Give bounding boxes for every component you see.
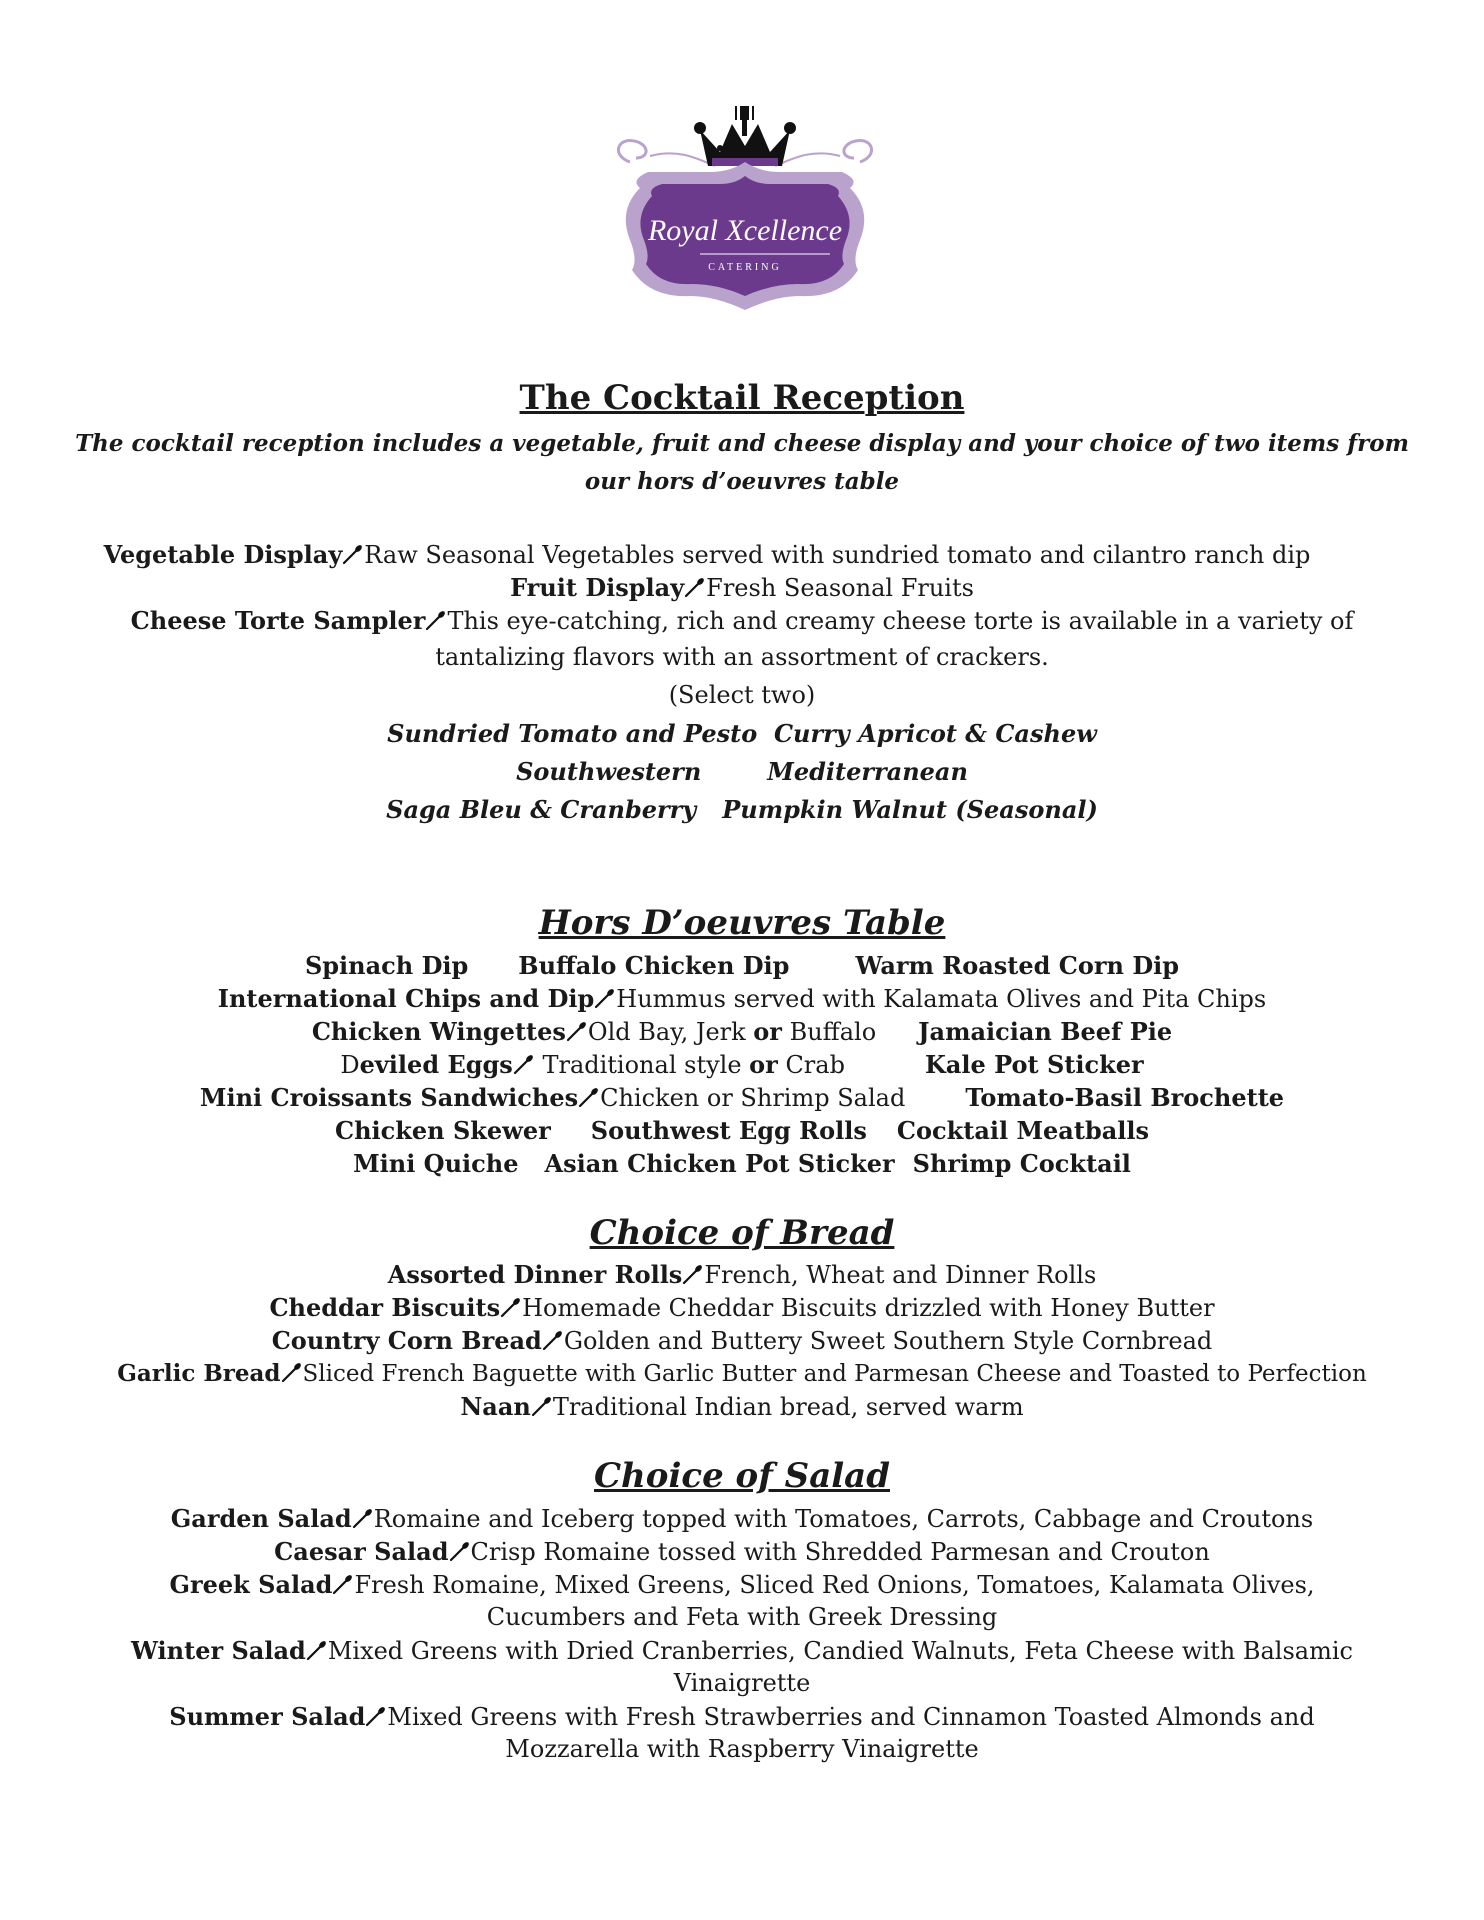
- salad-item: [0, 1535, 1484, 1569]
- item-name: Tomato-Basil Brochette: [965, 1083, 1285, 1112]
- item-name: Garden Salad: [170, 1504, 352, 1533]
- crown-fork-icon: [694, 106, 796, 166]
- menu-item: Spinach Dip: [304, 951, 469, 980]
- or-word: or: [749, 1050, 778, 1079]
- item-name: Assorted Dinner Rolls: [387, 1260, 683, 1289]
- hors-row-2: [0, 982, 1484, 1016]
- utensil-icon: [566, 1020, 588, 1042]
- salad-item-cont: Vinaigrette: [673, 1669, 811, 1697]
- utensil-icon: [281, 1361, 303, 1383]
- flavor: Southwestern: [516, 757, 702, 786]
- item-desc: Homemade Cheddar Biscuits drizzled with Honey Butter: [522, 1294, 1215, 1322]
- item-name: Caesar Salad: [274, 1537, 449, 1566]
- item-desc: Fresh Seasonal Fruits: [706, 574, 974, 602]
- item-desc: Crab: [777, 1051, 845, 1079]
- bread-item: [0, 1390, 1484, 1424]
- item-desc: French, Wheat and Dinner Rolls: [704, 1261, 1097, 1289]
- item-desc: Romaine and Iceberg topped with Tomatoes, Carrots, Cabbage and Croutons: [373, 1505, 1314, 1533]
- item-desc: Mixed Greens with Fresh Strawberries and Cinnamon Toasted Almonds and: [387, 1703, 1315, 1731]
- menu-item: Chicken Skewer: [334, 1116, 551, 1145]
- item-name: Jamaician Beef Pie: [918, 1017, 1173, 1046]
- cheese-torte-line-2: tantalizing flavors with an assortment of crackers.: [435, 643, 1049, 671]
- item-desc: Golden and Buttery Sweet Southern Style Cornbread: [563, 1327, 1213, 1355]
- hors-doeuvres-title: Hors D’oeuvres Table: [538, 903, 946, 943]
- utensil-icon: [682, 1263, 704, 1285]
- utensil-icon: [500, 1296, 522, 1318]
- utensil-icon: [542, 1329, 564, 1351]
- salad-title: Choice of Salad: [594, 1456, 890, 1496]
- hors-row-4: [0, 1048, 1484, 1082]
- item-desc: Raw Seasonal Vegetables served with sundried tomato and cilantro ranch dip: [364, 541, 1311, 569]
- bread-item: [0, 1324, 1484, 1358]
- flavor: Curry Apricot & Cashew: [773, 719, 1097, 748]
- item-name: Winter Salad: [131, 1636, 306, 1665]
- item-desc: Chicken or Shrimp Salad: [600, 1084, 906, 1112]
- item-desc: Crisp Romaine tossed with Shredded Parmesan and Crouton: [470, 1538, 1210, 1566]
- item-name: eviled Eggs: [359, 1050, 513, 1079]
- fruit-display-line: [0, 571, 1484, 605]
- item-desc: Traditional style: [534, 1051, 750, 1079]
- salad-item: [0, 1568, 1484, 1602]
- bread-item: [0, 1357, 1484, 1391]
- salad-item-cont: Mozzarella with Raspberry Vinaigrette: [505, 1735, 979, 1763]
- utensil-icon: [342, 543, 364, 565]
- utensil-icon: [531, 1395, 553, 1417]
- utensil-icon: [332, 1573, 354, 1595]
- item-name: Summer Salad: [169, 1702, 366, 1731]
- flavor: Pumpkin Walnut (Seasonal): [722, 795, 1098, 824]
- hors-row-1: [0, 949, 1484, 982]
- menu-item: Buffalo Chicken Dip: [518, 951, 790, 980]
- hors-row-6: [0, 1114, 1484, 1147]
- menu-item: Shrimp Cocktail: [912, 1149, 1131, 1178]
- bread-item: [0, 1291, 1484, 1325]
- item-name: Greek Salad: [169, 1570, 333, 1599]
- utensil-icon: [513, 1053, 535, 1075]
- salad-item: [0, 1502, 1484, 1536]
- item-desc: Mixed Greens with Dried Cranberries, Candied Walnuts, Feta Cheese with Balsamic: [327, 1637, 1353, 1665]
- item-desc: Buffalo: [781, 1018, 877, 1046]
- utensil-icon: [578, 1086, 600, 1108]
- utensil-icon: [352, 1507, 374, 1529]
- item-name: Country Corn Bread: [271, 1326, 542, 1355]
- item-name: International Chips and Dip: [217, 984, 595, 1013]
- salad-item-cont: Cucumbers and Feta with Greek Dressing: [486, 1603, 998, 1631]
- item-name: Cheddar Biscuits: [269, 1293, 501, 1322]
- royal-xcellence-logo: [590, 100, 900, 325]
- utensil-icon: [594, 987, 616, 1009]
- menu-item: Mini Quiche: [353, 1149, 519, 1178]
- menu-item: Warm Roasted Corn Dip: [855, 951, 1180, 980]
- item-name: Kale Pot Sticker: [924, 1050, 1144, 1079]
- utensil-icon: [684, 576, 706, 598]
- item-name: Naan: [460, 1392, 531, 1421]
- utensil-icon: [425, 609, 447, 631]
- svg-text:Royal Xcellence: Royal Xcellence: [647, 214, 843, 247]
- bread-title: Choice of Bread: [589, 1213, 895, 1253]
- menu-item: Cocktail Meatballs: [896, 1116, 1150, 1145]
- item-initial: D: [340, 1051, 360, 1079]
- flavor-row-1: [0, 717, 1484, 750]
- hors-row-3: [0, 1015, 1484, 1049]
- item-name: Fruit Display: [510, 573, 685, 602]
- or-word: or: [753, 1017, 782, 1046]
- select-two-note: (Select two): [668, 681, 816, 709]
- item-desc: Fresh Romaine, Mixed Greens, Sliced Red Onions, Tomatoes, Kalamata Olives,: [354, 1571, 1315, 1599]
- bread-item: [0, 1258, 1484, 1292]
- flavor: Saga Bleu & Cranberry: [386, 795, 697, 824]
- item-desc: Sliced French Baguette with Garlic Butter and Parmesan Cheese and Toasted to Perfection: [302, 1361, 1367, 1387]
- reception-intro-line-1: The cocktail reception includes a vegetable, fruit and cheese display and your choice of two items from: [75, 430, 1409, 457]
- salad-item: [0, 1700, 1484, 1734]
- reception-intro-line-2: our hors d’oeuvres table: [584, 468, 900, 495]
- vegetable-display-line: [0, 538, 1449, 572]
- salad-item: [0, 1634, 1484, 1668]
- cheese-torte-line: [0, 604, 1484, 638]
- item-name: Vegetable Display: [103, 540, 343, 569]
- utensil-icon: [306, 1639, 328, 1661]
- utensil-icon: [449, 1540, 471, 1562]
- flavor: Sundried Tomato and Pesto: [387, 719, 758, 748]
- hors-row-5: [0, 1081, 1484, 1115]
- item-name: Chicken Wingettes: [311, 1017, 566, 1046]
- item-name: Cheese Torte Sampler: [130, 606, 426, 635]
- svg-text:CATERING: CATERING: [708, 262, 782, 273]
- item-desc: This eye-catching, rich and creamy cheese torte is available in a variety of: [447, 607, 1354, 635]
- menu-item: Asian Chicken Pot Sticker: [544, 1149, 895, 1178]
- reception-title: The Cocktail Reception: [519, 378, 965, 418]
- item-desc: Hummus served with Kalamata Olives and Pita Chips: [616, 985, 1267, 1013]
- hors-row-7: [0, 1147, 1484, 1180]
- item-name: Mini Croissants Sandwiches: [199, 1083, 579, 1112]
- menu-item: Southwest Egg Rolls: [590, 1116, 867, 1145]
- utensil-icon: [365, 1705, 387, 1727]
- item-desc: Traditional Indian bread, served warm: [552, 1393, 1024, 1421]
- flavor: Mediterranean: [767, 757, 968, 786]
- item-name: Garlic Bread: [117, 1360, 281, 1387]
- flavor-row-2: [0, 755, 1484, 788]
- item-desc: Old Bay, Jerk: [587, 1018, 754, 1046]
- flavor-row-3: [0, 793, 1484, 826]
